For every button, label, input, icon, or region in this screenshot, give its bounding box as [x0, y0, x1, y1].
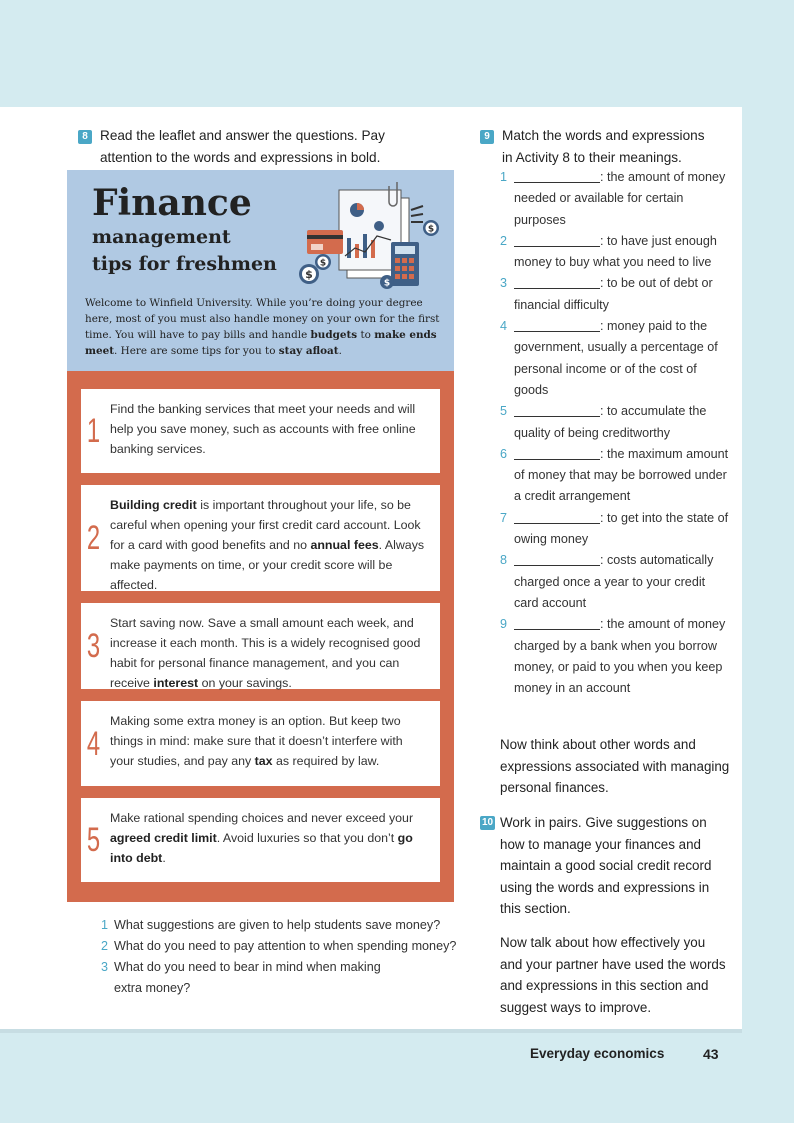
- activity-8-badge: 8: [78, 130, 92, 144]
- tip-number: 3: [86, 627, 101, 665]
- matching-item: 9 : the amount of money charged by a bank when you borrow money, or paid to you when you keep money in an account: [500, 617, 726, 696]
- answer-blank[interactable]: [514, 403, 600, 417]
- leaflet-title-line2: management: [92, 226, 231, 248]
- tip-4: 4 Making some extra money is an option. But keep two things in mind: make sure that it doesn’t interfere with your studies, and pay any tax as required by law.: [81, 701, 440, 786]
- activity-8-instruction: [78, 125, 458, 168]
- finance-illustration: [295, 178, 445, 290]
- activity-8-questions: [101, 915, 456, 999]
- matching-item: 7 : to get into the state of owing money: [500, 510, 729, 547]
- answer-blank[interactable]: [514, 169, 600, 183]
- activity-10-instruction: 10 Work in pairs. Give suggestions on how to manage your finances and maintain a good social credit record using the words and expressions in this section.: [481, 815, 712, 916]
- question-item: 3 What do you need to bear in mind when making: [101, 960, 381, 974]
- matching-item: 4 : money paid to the government, usually a percentage of personal income or of the cost of goods: [500, 319, 718, 397]
- matching-list: [500, 167, 730, 699]
- answer-blank[interactable]: [514, 446, 600, 460]
- matching-item: 8 : costs automatically charged once a year to your credit card account: [500, 553, 714, 610]
- svg-text:$: $: [383, 278, 391, 289]
- answer-blank[interactable]: [514, 275, 600, 289]
- question-item: 1 What suggestions are given to help students save money?: [101, 918, 441, 932]
- activity-8-line1: Read the leaflet and answer the questions. Pay: [100, 128, 385, 143]
- answer-blank[interactable]: [514, 552, 600, 566]
- textbook-page: [0, 107, 742, 1033]
- activity-8-line2: attention to the words and expressions in bold.: [100, 149, 381, 165]
- tip-2: 2 Building credit is important throughout your life, so be careful when opening your first credit card account. Look for a card with good benefits and no annual fees. Always make payments on time, or your credit score will be affected.: [81, 485, 440, 591]
- answer-blank[interactable]: [514, 616, 600, 630]
- tip-number: 4: [86, 724, 101, 763]
- matching-item: 2 : to have just enough money to buy what you need to live: [500, 233, 717, 270]
- matching-item: 1 : the amount of money needed or available for certain purposes: [500, 170, 726, 227]
- leaflet-title-main: Finance: [92, 182, 252, 224]
- tip-1: 1 Find the banking services that meet your needs and will help you save money, such as accounts with free online banking services.: [81, 389, 440, 473]
- tip-number: 5: [86, 821, 101, 859]
- leaflet-tips: [67, 371, 454, 902]
- matching-item: 6 : the maximum amount of money that may be borrowed under a credit arrangement: [500, 446, 729, 504]
- activity-9-followup: Now think about other words and expressions associated with managing personal finances.: [500, 737, 730, 795]
- svg-text:$: $: [305, 268, 313, 281]
- svg-text:$: $: [319, 258, 327, 269]
- activity-9-badge: 9: [480, 130, 494, 144]
- page-number: 43: [703, 1046, 719, 1062]
- matching-item: 3 : to be out of debt or financial difficulty: [500, 276, 713, 312]
- calculator-icon: [391, 242, 419, 286]
- footer-title: Everyday economics: [530, 1046, 665, 1061]
- leaflet-header: [67, 170, 454, 371]
- answer-blank[interactable]: [514, 510, 600, 524]
- activity-9-instruction: 9 Match the words and expressions in Activity 8 to their meanings.: [480, 125, 730, 168]
- leaflet-title-line3: tips for freshmen: [92, 253, 277, 275]
- svg-text:$: $: [427, 224, 435, 235]
- credit-card-icon: [307, 230, 343, 254]
- tip-5: 5 Make rational spending choices and never exceed your agreed credit limit. Avoid luxuries so that you don’t go into debt.: [81, 798, 440, 882]
- activity-10-followup: Now talk about how effectively you and your partner have used the words and expressions in this section and suggest ways to improve.: [500, 935, 726, 1015]
- tip-number: 2: [86, 519, 101, 557]
- tip-3: 3 Start saving now. Save a small amount each week, and increase it each month. This is a widely recognised good habit for personal finance management, and you can receive interest on your savings.: [81, 603, 440, 689]
- question-item: 2 What do you need to pay attention to when spending money?: [101, 939, 457, 953]
- finance-leaflet: [67, 170, 454, 902]
- activity-10-badge: 10: [481, 817, 494, 828]
- tip-number: 1: [86, 412, 101, 450]
- leaflet-title: [92, 182, 277, 278]
- answer-blank[interactable]: [514, 233, 600, 247]
- answer-blank[interactable]: [514, 318, 600, 332]
- question-continuation: extra money?: [114, 981, 191, 995]
- matching-item: 5 : to accumulate the quality of being creditworthy: [500, 404, 707, 440]
- leaflet-intro: Welcome to Winfield University. While you’re doing your degree here, most of you must also handle money on your own for the first time. You will have to pay bills and handle budgets to make ends meet. Here are some tips for you to stay afloat.: [85, 297, 440, 357]
